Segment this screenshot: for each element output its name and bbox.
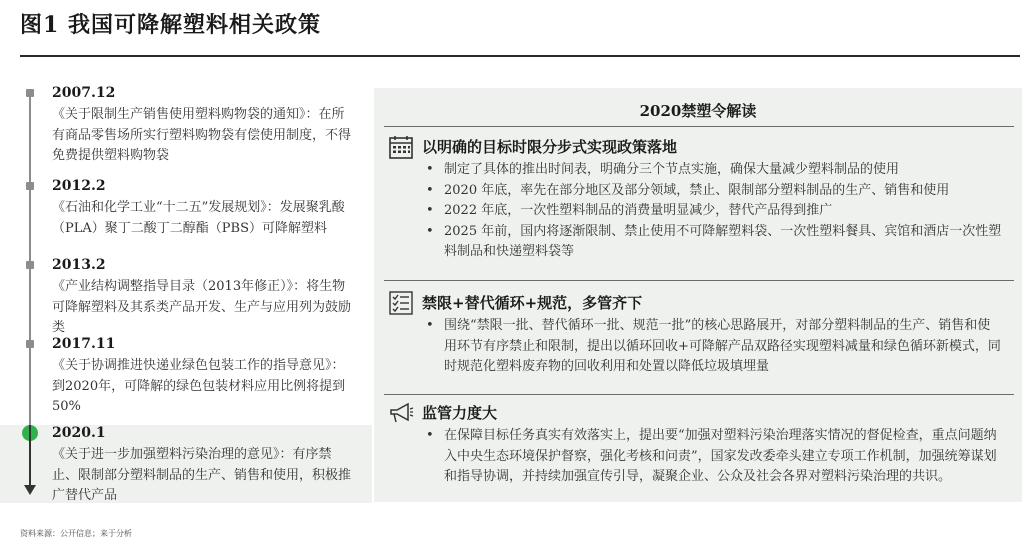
bullet-item: • 制定了具体的推出时间表，明确分三个节点实施，确保大量减少塑料制品的使用 (422, 160, 1002, 181)
interpretation-panel (374, 88, 1022, 502)
bullet-item: • 在保障目标任务真实有效落实上，提出要“加强对塑料污染治理落实情况的督促检查，重点问题纳入中央生态环境保护督察，强化考核和问责”，国家发改委牵头建立专项工作机制，加强统筹谋划和指导协调，并持续加强宣传引导，凝聚企业、公众及社会各界对塑料污染治理的共识。 (422, 426, 1002, 488)
checklist-icon (388, 290, 414, 316)
title-rule (20, 55, 1020, 57)
panel-divider (384, 394, 1014, 395)
bullet-item: • 2022 年底，一次性塑料制品的消费量明显减少，替代产品得到推广 (422, 201, 1002, 222)
timeline-marker (26, 261, 34, 269)
timeline-marker (26, 340, 34, 348)
bullet-item: • 2020 年底，率先在部分地区及部分领域，禁止、限制部分塑料制品的生产、销售和使用 (422, 181, 1002, 202)
timeline-text: 《石油和化学工业“十二五”发展规划》：发展聚乳酸（PLA）聚丁二酸丁二醇酯（PBS）可降解塑料 (52, 200, 345, 236)
timeline-marker (26, 182, 34, 190)
panel-divider (384, 126, 1014, 127)
bullet-list (422, 160, 1002, 263)
panel-title: 2020禁塑令解读 (639, 102, 757, 120)
megaphone-icon (388, 400, 414, 426)
section-heading: 以明确的目标时限分步式实现政策落地 (422, 138, 678, 156)
calendar-icon (388, 134, 414, 160)
timeline-marker (26, 89, 34, 97)
timeline-date: 2020.1 (52, 425, 106, 441)
timeline-arrow-icon (24, 485, 36, 495)
bullet-item: • 围绕“禁限一批、替代循环一批、规范一批”的核心思路展开，对部分塑料制品的生产、销售和使用环节有序禁止和限制，提出以循环回收+可降解产品双路径实现塑料减量和绿色循环新模式，同时规范化塑料废弃物的回收利用和处置以降低垃圾填埋量 (422, 316, 1002, 378)
timeline-date: 2007.12 (52, 85, 116, 101)
policy-timeline (0, 85, 372, 515)
timeline-text: 《关于进一步加强塑料污染治理的意见》：有序禁止、限制部分塑料制品的生产、销售和使用，积极推广替代产品 (52, 447, 352, 503)
timeline-text: 《关于协调推进快递业绿色包装工作的指导意见》：到2020年，可降解的绿色包装材料应用比例将提到50% (52, 358, 346, 414)
timeline-text: 《关于限制生产销售使用塑料购物袋的通知》：在所有商品零售场所实行塑料购物袋有偿使用制度，不得免费提供塑料购物袋 (52, 107, 352, 163)
bullet-list (422, 426, 1002, 488)
timeline-date: 2017.11 (52, 336, 116, 352)
timeline-date: 2012.2 (52, 178, 106, 194)
timeline-line-end (29, 425, 31, 487)
section-heading: 监管力度大 (422, 404, 498, 422)
panel-divider (384, 280, 1014, 281)
timeline-date: 2013.2 (52, 257, 106, 273)
bullet-list (422, 316, 1002, 378)
bullet-item: • 2025 年前，国内将逐渐限制、禁止使用不可降解塑料袋、一次性塑料餐具、宾馆和酒店一次性塑料制品和快递塑料袋等 (422, 222, 1002, 263)
timeline-text: 《产业结构调整指导目录（2013年修正）》：将生物可降解塑料及其系类产品开发、生产与应用列为鼓励类 (52, 279, 352, 335)
source-note: 资料来源：公开信息；来于分析 (20, 529, 132, 538)
figure-title: 图1 我国可降解塑料相关政策 (20, 12, 321, 38)
timeline-event-current (0, 425, 372, 503)
section-heading: 禁限+替代循环+规范，多管齐下 (422, 294, 643, 312)
